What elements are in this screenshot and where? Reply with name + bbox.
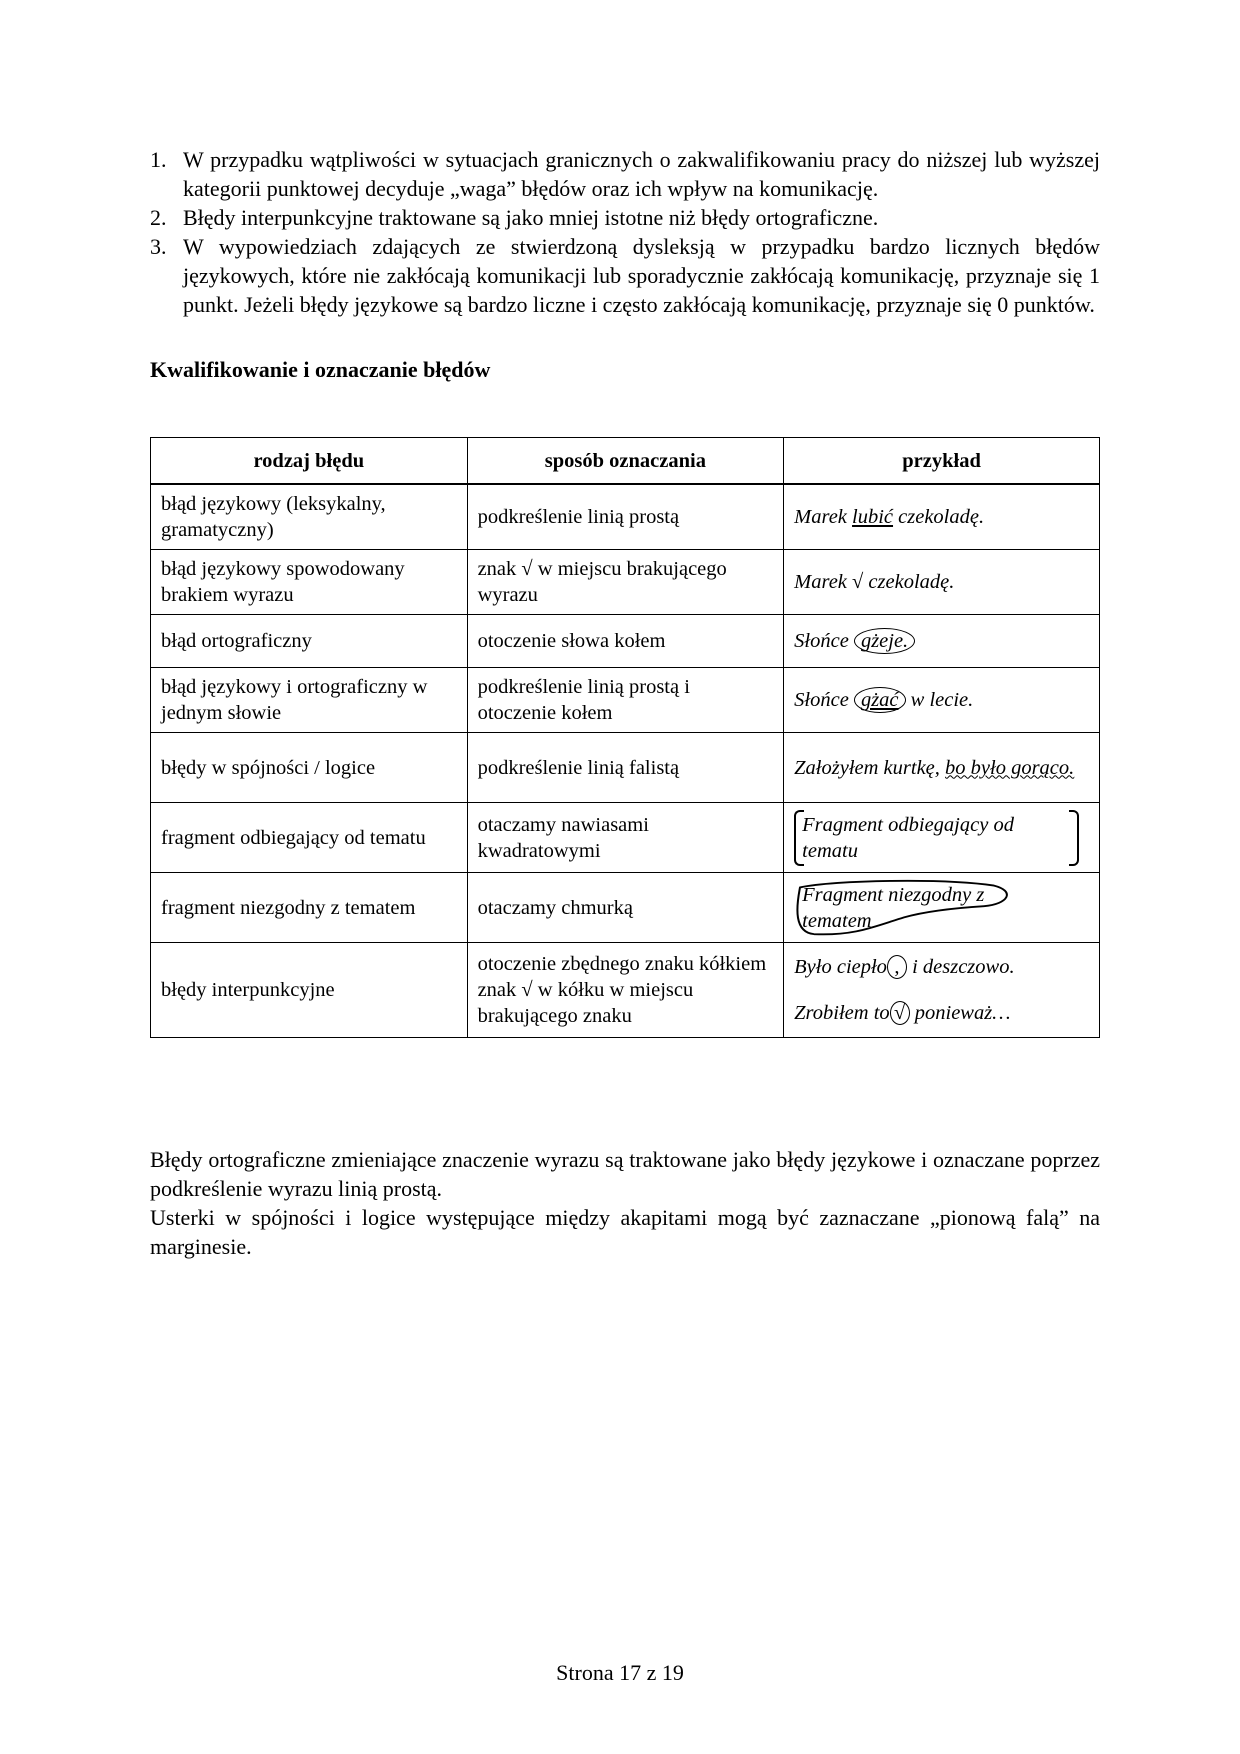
table-row	[151, 484, 1100, 550]
list-number: 1.	[150, 147, 167, 172]
list-number: 3.	[150, 234, 167, 259]
marking-method-line: otoczenie zbędnego znaku kółkiem	[477, 953, 767, 975]
notes	[150, 1145, 1100, 1261]
rules-list	[150, 145, 1100, 319]
marking-method: otoczenie słowa kołem	[467, 615, 784, 668]
example	[784, 803, 1100, 873]
list-item	[150, 203, 1100, 232]
example-text: Zrobiłem to	[794, 1002, 890, 1024]
circled-word: gżeje.	[854, 628, 915, 654]
marking-method	[467, 943, 784, 1038]
page-content	[150, 145, 1100, 1259]
table-header-row	[151, 438, 1100, 485]
marking-method: otaczamy nawiasami kwadratowymi	[467, 803, 784, 873]
example	[784, 615, 1100, 668]
example-text: czekoladę.	[863, 571, 955, 593]
error-type: błąd językowy (leksykalny, gramatyczny)	[151, 484, 468, 550]
example-text: Było ciepło	[794, 956, 887, 978]
right-bracket-icon	[1069, 810, 1079, 866]
error-type: błąd językowy spowodowany brakiem wyrazu	[151, 550, 468, 615]
example-text: Fragment niezgodny z tematem	[802, 883, 985, 932]
error-type: błędy w spójności / logice	[151, 733, 468, 803]
column-header: przykład	[784, 438, 1100, 485]
section-title: Kwalifikowanie i oznaczanie błędów	[150, 357, 491, 382]
list-item	[150, 145, 1100, 203]
circled-underlined-word: gżać	[854, 687, 906, 713]
example-line	[794, 1000, 1089, 1026]
check-mark-icon: √	[852, 571, 864, 593]
example	[784, 943, 1100, 1038]
example-text: Słońce	[794, 630, 854, 652]
spacer	[794, 980, 1089, 1000]
marking-method: podkreślenie linią prostą	[467, 484, 784, 550]
column-header: rodzaj błędu	[151, 438, 468, 485]
example	[784, 668, 1100, 733]
example	[784, 484, 1100, 550]
marking-method: znak √ w miejscu brakującego wyrazu	[467, 550, 784, 615]
example-line	[794, 954, 1089, 980]
marking-method-line: znak √ w kółku w miejscu brakującego znaku	[477, 979, 694, 1027]
cloud-fragment	[794, 880, 1014, 936]
bracketed-fragment	[794, 812, 1089, 864]
table-row	[151, 803, 1100, 873]
column-header: sposób oznaczania	[467, 438, 784, 485]
error-type: błąd językowy i ortograficzny w jednym słowie	[151, 668, 468, 733]
example	[784, 873, 1100, 943]
error-type: fragment odbiegający od tematu	[151, 803, 468, 873]
example	[784, 733, 1100, 803]
example-text: czekoladę.	[893, 506, 985, 528]
example-text: w lecie.	[905, 689, 974, 711]
list-text: W przypadku wątpliwości w sytuacjach granicznych o zakwalifikowaniu pracy do niższej lub wyższej kategorii punktowej decyduje „waga” błędów oraz ich wpływ na komunikację.	[183, 147, 1100, 201]
marking-method: podkreślenie linią falistą	[467, 733, 784, 803]
marking-method: podkreślenie linią prostą i otoczenie kołem	[467, 668, 784, 733]
page-footer: Strona 17 z 19	[556, 1660, 684, 1685]
error-type: błąd ortograficzny	[151, 615, 468, 668]
table-row	[151, 550, 1100, 615]
circled-check-mark-icon: √	[890, 1001, 910, 1025]
list-item	[150, 232, 1100, 319]
example-text: Fragment odbiegający od tematu	[802, 813, 1014, 862]
error-type: błędy interpunkcyjne	[151, 943, 468, 1038]
table-row	[151, 873, 1100, 943]
list-text: Błędy interpunkcyjne traktowane są jako mniej istotne niż błędy ortograficzne.	[183, 205, 879, 230]
note-paragraph: Błędy ortograficzne zmieniające znaczenie wyrazu są traktowane jako błędy językowe i oznaczane poprzez podkreślenie wyrazu linią prostą.	[150, 1147, 1100, 1201]
list-number: 2.	[150, 205, 167, 230]
table-row	[151, 733, 1100, 803]
marking-method: otaczamy chmurką	[467, 873, 784, 943]
wavy-underlined-text: bo było gorąco.	[945, 756, 1075, 779]
example	[784, 550, 1100, 615]
left-bracket-icon	[794, 810, 804, 866]
error-type: fragment niezgodny z tematem	[151, 873, 468, 943]
note-paragraph: Usterki w spójności i logice występujące między akapitami mogą być zaznaczane „pionową falą” na marginesie.	[150, 1205, 1100, 1259]
example-text: Słońce	[794, 689, 854, 711]
table-row	[151, 943, 1100, 1038]
example-text: Marek	[794, 506, 853, 528]
error-marking-table	[150, 437, 1100, 1038]
example-text: Marek	[794, 571, 853, 593]
list-text: W wypowiedziach zdających ze stwierdzoną dysleksją w przypadku bardzo licznych błędów językowych, które nie zakłócają komunikacji lub sporadycznie zakłócają komunikację, przyznaje się 1 punkt. Jeżeli błędy językowe są bardzo liczne i często zakłócają komunikację, przyznaje się 0 punktów.	[183, 234, 1100, 317]
example-text: i deszczowo.	[906, 956, 1015, 978]
circled-comma: ,	[887, 955, 907, 979]
example-text: ponieważ…	[909, 1002, 1011, 1024]
example-text: Założyłem kurtkę,	[794, 756, 946, 779]
table-row	[151, 615, 1100, 668]
underlined-word: lubić	[852, 506, 894, 528]
table-row	[151, 668, 1100, 733]
